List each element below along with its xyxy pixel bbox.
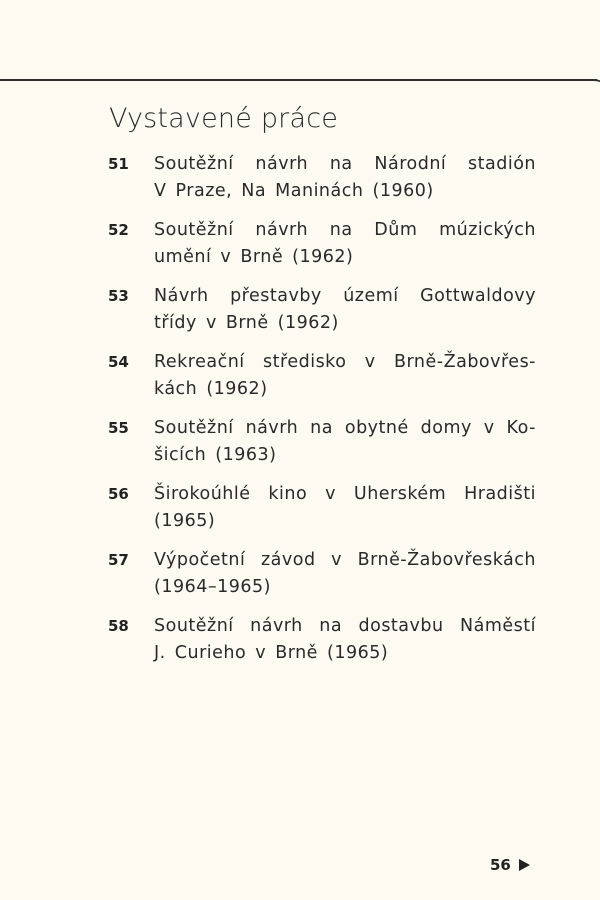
- item-text: [154, 217, 536, 271]
- item-text: [154, 547, 536, 601]
- item-line: Rekreační středisko v Brně-Žabovřes-: [154, 352, 536, 372]
- page-footer: [490, 856, 530, 874]
- list-item: [108, 613, 536, 667]
- item-line: J. Curieho v Brně (1965): [154, 643, 389, 663]
- item-line: šicích (1963): [154, 445, 277, 465]
- item-text: [154, 481, 536, 535]
- next-page-arrow-icon[interactable]: [519, 859, 530, 871]
- item-line: V Praze, Na Maninách (1960): [154, 181, 434, 201]
- item-line: kách (1962): [154, 379, 268, 399]
- item-line: Širokoúhlé kino v Uherském Hradišti: [154, 484, 536, 504]
- item-line: Výpočetní závod v Brně-Žabovřeskách: [154, 550, 536, 570]
- item-text: [154, 151, 536, 205]
- item-line: Soutěžní návrh na Dům múzických: [154, 220, 536, 240]
- item-number: 57: [108, 551, 129, 569]
- item-number: 55: [108, 419, 129, 437]
- item-number: 52: [108, 221, 129, 239]
- item-line: (1964–1965): [154, 577, 271, 597]
- page-title: Vystavené práce: [109, 103, 339, 134]
- item-text: [154, 283, 536, 337]
- list-item: [108, 415, 536, 469]
- item-line: (1965): [154, 511, 216, 531]
- item-number: 51: [108, 155, 129, 173]
- list-item: [108, 349, 536, 403]
- page-number: 56: [490, 856, 511, 874]
- list-item: [108, 217, 536, 271]
- list-item: [108, 481, 536, 535]
- item-line: Soutěžní návrh na Národní stadión: [154, 154, 536, 174]
- item-line: umění v Brně (1962): [154, 247, 354, 267]
- item-number: 58: [108, 617, 129, 635]
- item-number: 54: [108, 353, 129, 371]
- top-rule: [0, 79, 597, 81]
- item-number: 56: [108, 485, 129, 503]
- top-rule-corner: [588, 79, 600, 93]
- item-line: třídy v Brně (1962): [154, 313, 339, 333]
- item-line: Návrh přestavby území Gottwaldovy: [154, 286, 536, 306]
- list-item: [108, 547, 536, 601]
- item-text: [154, 415, 536, 469]
- item-line: Soutěžní návrh na dostavbu Náměstí: [154, 616, 536, 636]
- item-line: Soutěžní návrh na obytné domy v Ko-: [154, 418, 536, 438]
- list-item: [108, 283, 536, 337]
- item-text: [154, 613, 536, 667]
- item-number: 53: [108, 287, 129, 305]
- list-item: [108, 151, 536, 205]
- works-list: [108, 151, 536, 679]
- item-text: [154, 349, 536, 403]
